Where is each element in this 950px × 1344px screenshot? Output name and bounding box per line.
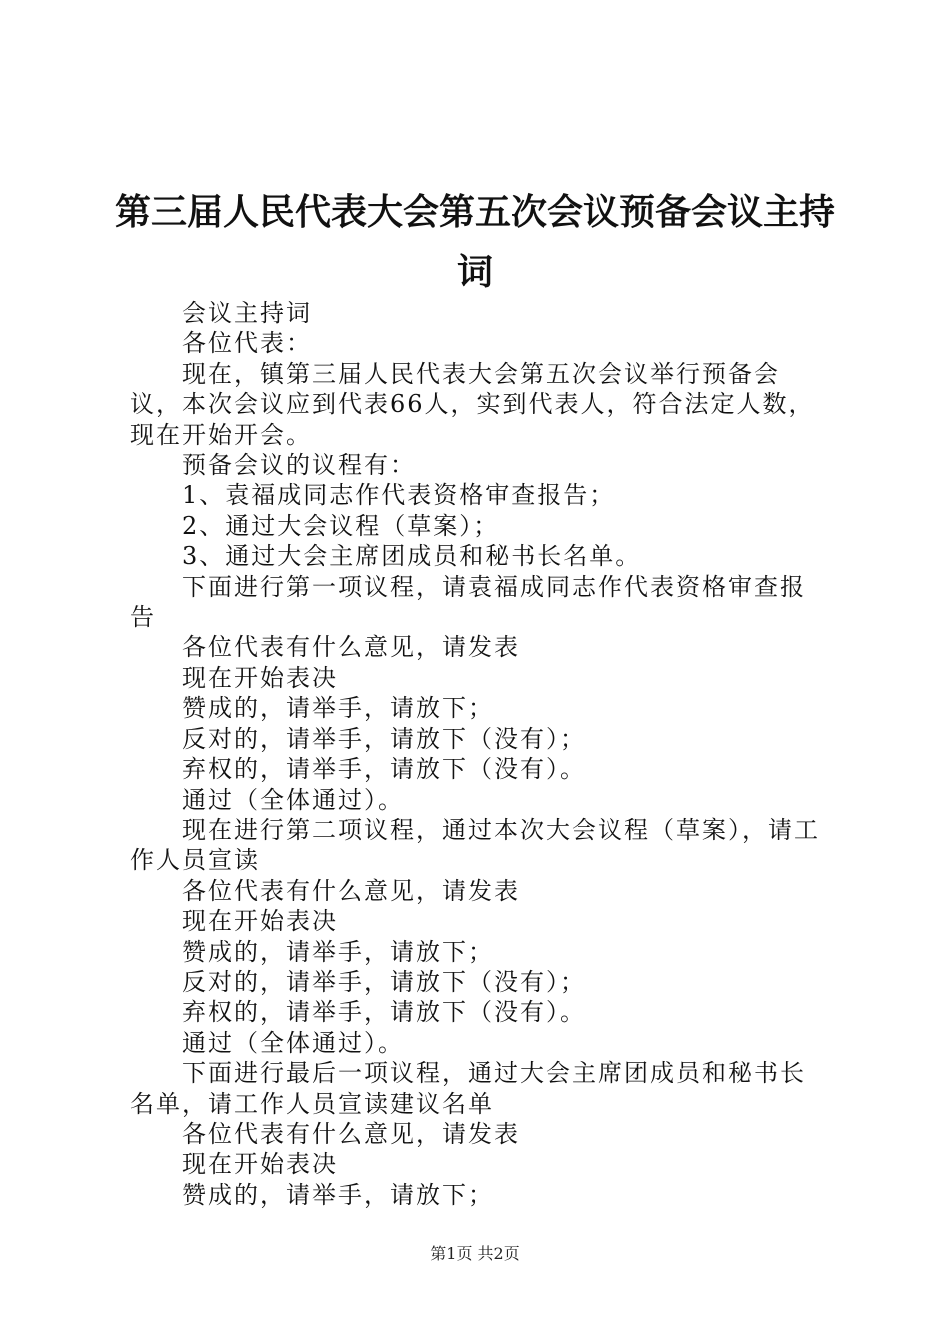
page-footer: 第1页 共2页 [430, 1244, 520, 1263]
paragraph: 2、通过大会议程（草案）； [182, 511, 500, 540]
paragraph: 反对的，请举手，请放下（没有）； [182, 724, 586, 753]
paragraph: 各位代表： [182, 329, 312, 358]
paragraph: 反对的，请举手，请放下（没有）； [182, 967, 586, 996]
paragraph: 通过（全体通过）。 [182, 785, 404, 814]
paragraph: 现在进行第二项议程，通过本次大会议程（草案），请工作人员宣读 [130, 815, 820, 875]
document-body [130, 298, 830, 1210]
paragraph: 下面进行第一项议程，请袁福成同志作代表资格审查报告 [130, 572, 806, 632]
paragraph: 赞成的，请举手，请放下； [182, 1180, 494, 1209]
paragraph: 各位代表有什么意见，请发表 [182, 1119, 520, 1148]
paragraph: 弃权的，请举手，请放下（没有）。 [182, 755, 586, 784]
paragraph: 赞成的，请举手，请放下； [182, 937, 494, 966]
paragraph: 现在开始表决 [182, 1150, 338, 1179]
paragraph: 会议主持词 [182, 299, 312, 327]
paragraph: 下面进行最后一项议程，通过大会主席团成员和秘书长名单，请工作人员宣读建议名单 [130, 1059, 806, 1118]
document-title-line1: 第三届人民代表大会第五次会议预备会议主持 [114, 191, 835, 233]
paragraph: 1、袁福成同志作代表资格审查报告； [182, 481, 616, 510]
paragraph: 通过（全体通过）。 [182, 1028, 404, 1057]
paragraph: 弃权的，请举手，请放下（没有）。 [182, 998, 586, 1027]
paragraph: 预备会议的议程有： [182, 451, 416, 480]
paragraph: 3、通过大会主席团成员和秘书长名单。 [182, 542, 642, 571]
document-title-line2: 词 [456, 251, 493, 293]
paragraph: 现在开始表决 [182, 907, 338, 936]
paragraph: 现在，镇第三届人民代表大会第五次会议举行预备会议，本次会议应到代表66人，实到代表人，符合法定人数，现在开始开会。 [130, 359, 815, 449]
paragraph: 各位代表有什么意见，请发表 [182, 876, 520, 905]
paragraph: 赞成的，请举手，请放下； [182, 694, 494, 723]
paragraph: 现在开始表决 [182, 663, 338, 692]
paragraph: 各位代表有什么意见，请发表 [182, 633, 520, 662]
document-title [0, 182, 950, 302]
